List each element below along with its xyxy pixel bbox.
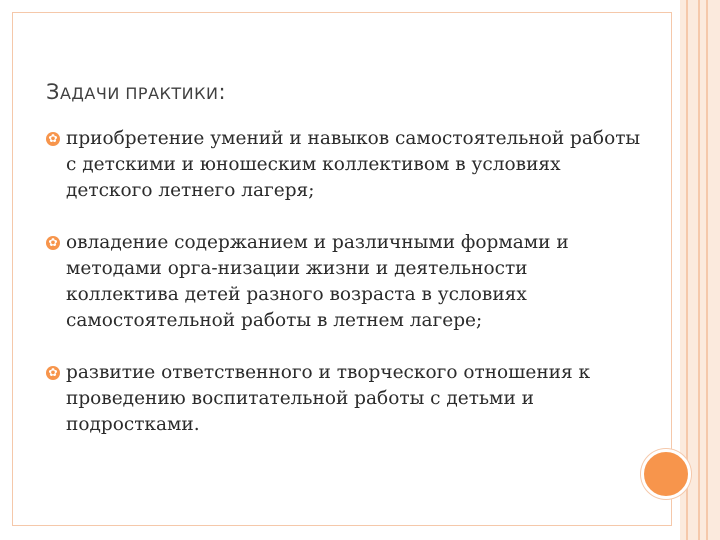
list-item-text: развитие ответственного и творческого отношения к проведению воспитательной работы с детьми и подростками. [66,362,591,435]
flower-bullet-icon: ✿ [46,236,60,250]
slide-title [46,80,226,104]
title-first-letter: З [46,80,60,104]
title-colon: : [218,80,227,104]
decorative-circle-icon [641,449,691,499]
list-item-text: приобретение умений и навыков самостоятельной работы с детскими и юношеским коллективом в условиях детского летнего лагеря; [66,128,641,201]
band-line [706,0,708,540]
list-item [46,126,646,204]
flower-bullet-icon: ✿ [46,132,60,146]
title-rest: АДАЧИ ПРАКТИКИ [59,84,219,103]
bullet-list [46,126,646,438]
list-item [46,360,646,438]
band-line [698,0,700,540]
list-item-text: овладение содержанием и различными формами и методами орга-низации жизни и деятельности коллектива детей разного возраста в условиях самостоятельной работы в летнем лагере; [66,232,569,331]
list-item [46,230,646,334]
flower-bullet-icon: ✿ [46,366,60,380]
